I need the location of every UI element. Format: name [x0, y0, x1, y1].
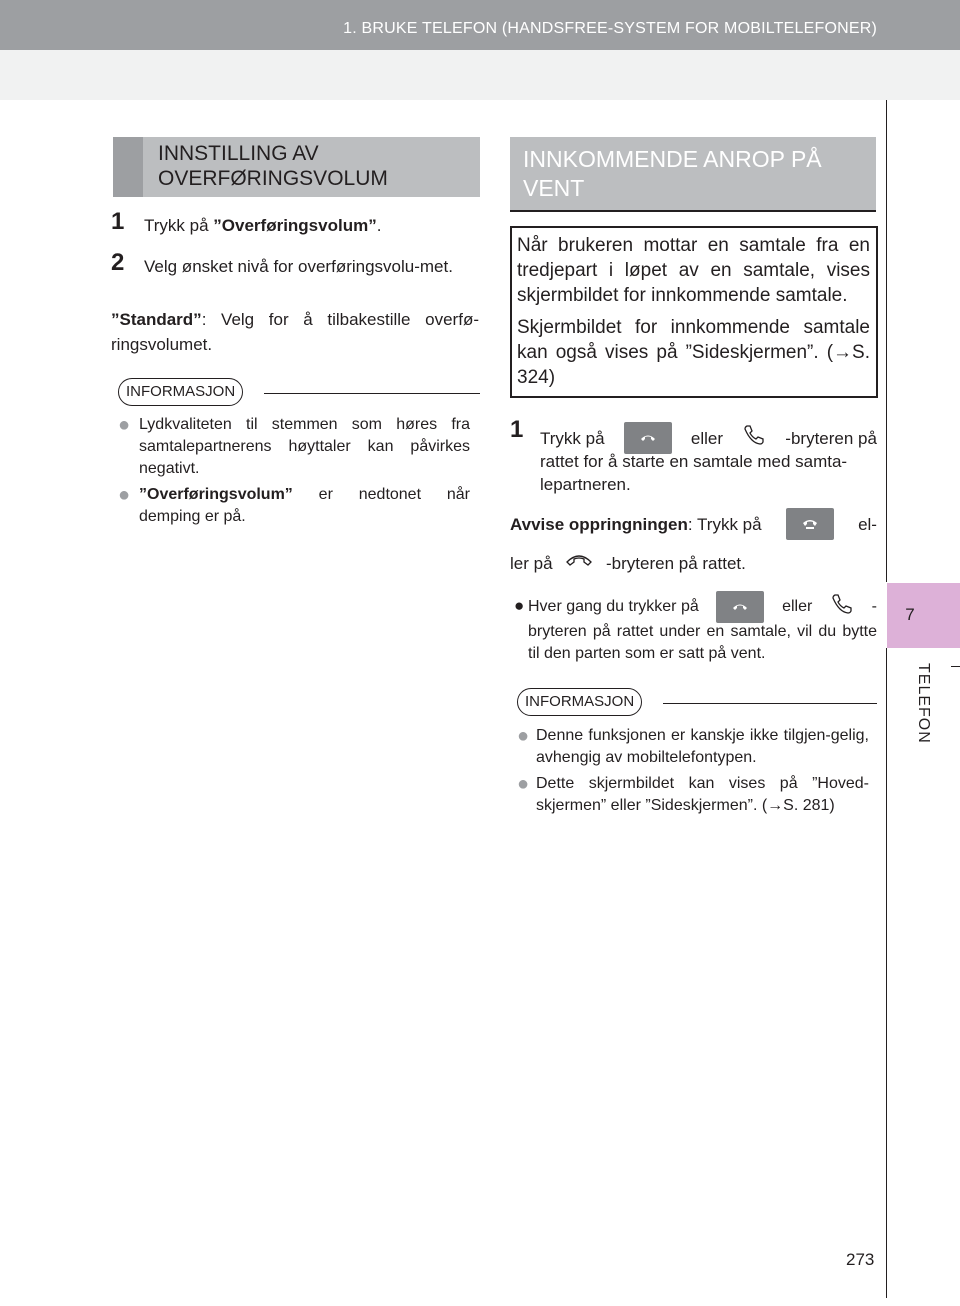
hangup-icon	[565, 552, 593, 577]
section-title-left	[113, 137, 480, 197]
header-band	[0, 50, 960, 100]
tick-mark	[951, 666, 960, 667]
section-underline	[510, 210, 876, 212]
reject-call-line-2: ler på -bryteren på rattet.	[510, 551, 877, 577]
page-number: 273	[846, 1250, 875, 1269]
section-title-line1: INNKOMMENDE ANROP PÅ	[523, 146, 822, 172]
phone-switch-button-icon	[716, 591, 764, 623]
margin-rule	[886, 648, 887, 1298]
section-title-line2: VENT	[523, 175, 585, 201]
section-title-right	[510, 137, 876, 210]
margin-rule	[886, 100, 887, 582]
phone-pickup-icon	[830, 592, 854, 623]
info-rule-right	[663, 703, 877, 704]
chapter-title: 1. BRUKE TELEFON (HANDSFREE-SYSTEM FOR MOBILTELEFONER)	[343, 20, 877, 37]
bullet-dot-icon: ●	[517, 773, 530, 795]
bullet-dot-icon: ●	[118, 484, 131, 506]
hangup-switch-button-icon	[786, 508, 834, 540]
chapter-label: TELEFON	[915, 663, 932, 744]
box-paragraph-2: Skjermbildet for innkommende samtale kan også vises på ”Sideskjermen”. (→S. 324)	[517, 317, 870, 388]
info-rule-left	[264, 393, 480, 394]
box-paragraph-1: Når brukeren mottar en samtale fra en tredjepart i løpet av en samtale, vises skjermbildet for innkommende samtale.	[517, 235, 870, 306]
section-title-line1: INNSTILLING AV	[158, 142, 319, 165]
bullet-dot-icon: ●	[517, 725, 530, 747]
description-box	[510, 226, 878, 398]
standard-note: ”Standard”: Velg for å tilbakestille overfø-ringsvolumet.	[111, 310, 479, 354]
bullet-dot-icon: ●	[514, 596, 525, 615]
bullet-dot-icon: ●	[118, 414, 131, 436]
reject-call-line: Avvise oppringningen: Trykk på el-	[510, 506, 877, 546]
chapter-tab	[887, 583, 960, 648]
info-label-right: INFORMASJON	[517, 688, 642, 716]
section-title-line2: OVERFØRINGSVOLUM	[158, 167, 388, 190]
chapter-number: 7	[905, 605, 915, 624]
info-label-left: INFORMASJON	[118, 378, 243, 406]
